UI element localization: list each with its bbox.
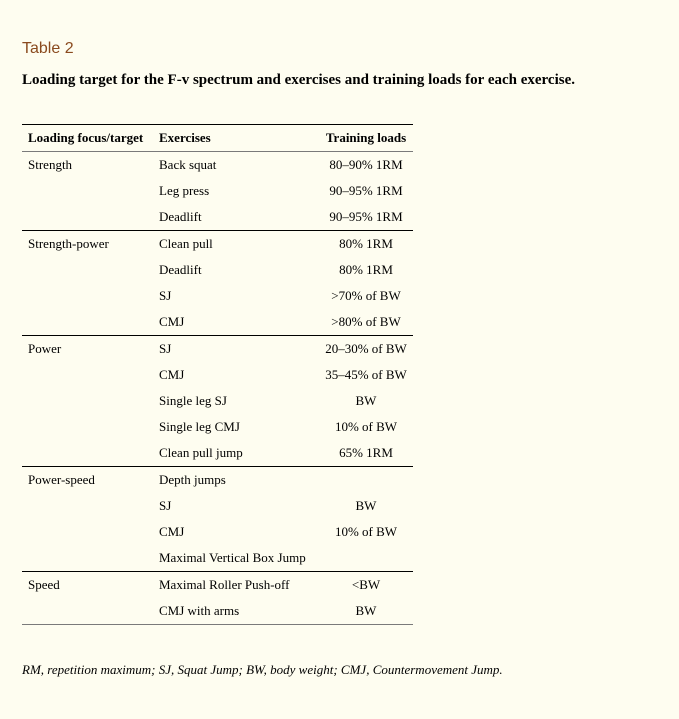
exercise-cell: SJ <box>159 288 172 303</box>
exercise-cell: Deadlift <box>159 262 202 277</box>
load-cell: 10% of BW <box>334 524 398 539</box>
exercise-cell: Depth jumps <box>159 472 226 487</box>
load-cell: BW <box>355 498 377 513</box>
focus-cell <box>22 204 159 231</box>
header-focus: Loading focus/target <box>28 130 144 145</box>
load-cell: BW <box>319 598 413 625</box>
focus-cell: Strength-power <box>28 236 109 251</box>
focus-cell <box>22 309 159 336</box>
table-row <box>22 414 413 440</box>
load-cell: 90–95% 1RM <box>329 183 403 198</box>
exercise-cell: Deadlift <box>159 204 319 231</box>
load-cell: >80% of BW <box>319 309 413 336</box>
exercise-cell: Clean pull jump <box>159 440 319 467</box>
exercise-cell: SJ <box>159 341 172 356</box>
exercise-cell: Maximal Roller Push-off <box>159 577 290 592</box>
table-row <box>22 204 413 231</box>
load-cell: 65% 1RM <box>319 440 413 467</box>
table-row <box>22 178 413 204</box>
focus-cell <box>22 545 159 572</box>
table-row <box>22 362 413 388</box>
load-cell: 20–30% of BW <box>325 341 407 356</box>
exercise-cell: Maximal Vertical Box Jump <box>159 545 319 572</box>
table-row <box>22 572 413 599</box>
exercise-cell: CMJ <box>159 309 319 336</box>
exercise-cell: SJ <box>159 498 172 513</box>
table-footnote: RM, repetition maximum; SJ, Squat Jump; BW, body weight; CMJ, Countermovement Jump. <box>22 662 503 677</box>
load-cell <box>319 545 413 572</box>
load-cell: 90–95% 1RM <box>319 204 413 231</box>
table-row <box>22 231 413 258</box>
focus-cell <box>22 283 159 309</box>
table-row <box>22 545 413 572</box>
table-row <box>22 467 413 494</box>
focus-cell <box>22 362 159 388</box>
exercise-cell: CMJ with arms <box>159 598 319 625</box>
load-cell: 10% of BW <box>334 419 398 434</box>
exercise-cell: Single leg SJ <box>159 393 227 408</box>
focus-cell: Strength <box>28 157 73 172</box>
exercise-cell: CMJ <box>159 367 185 382</box>
exercise-cell: CMJ <box>159 524 185 539</box>
load-cell: 80% 1RM <box>339 236 393 251</box>
table-row <box>22 152 413 179</box>
load-cell: 80% 1RM <box>339 262 393 277</box>
focus-cell: Power <box>28 341 62 356</box>
table-row <box>22 336 413 363</box>
exercise-cell: Back squat <box>159 157 217 172</box>
load-cell: <BW <box>351 577 381 592</box>
focus-cell <box>22 519 159 545</box>
table-label: Table 2 <box>22 40 74 57</box>
header-exercises: Exercises <box>159 130 211 145</box>
focus-cell <box>22 178 159 204</box>
table-row <box>22 493 413 519</box>
table-row <box>22 440 413 467</box>
load-cell: BW <box>355 393 377 408</box>
table-caption: Loading target for the F-v spectrum and exercises and training loads for each exercise. <box>22 72 575 88</box>
load-cell: 35–45% of BW <box>325 367 407 382</box>
focus-cell: Speed <box>28 577 60 592</box>
load-cell <box>319 467 413 494</box>
header-loads: Training loads <box>325 130 407 145</box>
exercise-cell: Leg press <box>159 183 210 198</box>
table-row <box>22 283 413 309</box>
focus-cell <box>22 440 159 467</box>
table-header-row <box>22 125 413 152</box>
table-row <box>22 388 413 414</box>
table-row <box>22 519 413 545</box>
exercise-cell: Clean pull <box>159 236 213 251</box>
load-cell: >70% of BW <box>331 288 401 303</box>
load-cell: 80–90% 1RM <box>329 157 403 172</box>
table-row <box>22 309 413 336</box>
focus-cell: Power-speed <box>28 472 95 487</box>
focus-cell <box>22 388 159 414</box>
exercise-cell: Single leg CMJ <box>159 419 240 434</box>
focus-cell <box>22 598 159 625</box>
focus-cell <box>22 493 159 519</box>
table-row <box>22 598 413 625</box>
loading-table <box>22 124 413 625</box>
focus-cell <box>22 257 159 283</box>
table-row <box>22 257 413 283</box>
focus-cell <box>22 414 159 440</box>
